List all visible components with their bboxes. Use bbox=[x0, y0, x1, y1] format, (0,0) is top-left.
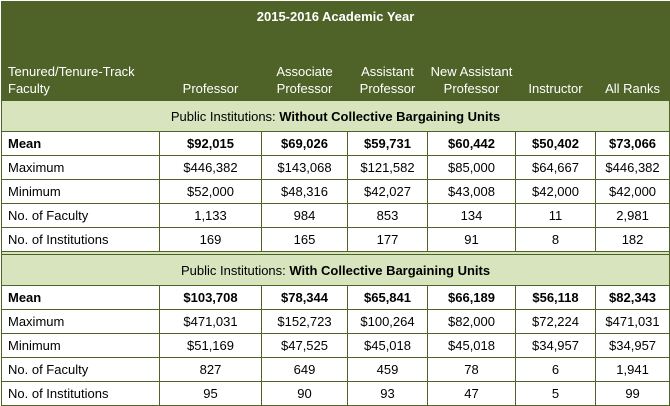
section-prefix: Public Institutions: bbox=[170, 108, 280, 124]
table-cell: $42,000 bbox=[596, 180, 670, 204]
row-label: Mean bbox=[2, 132, 160, 156]
table-cell: $34,957 bbox=[516, 334, 596, 358]
table-cell: $45,018 bbox=[428, 334, 516, 358]
table-cell: $103,708 bbox=[160, 286, 262, 310]
table-cell: 78 bbox=[428, 358, 516, 382]
table-cell: $66,189 bbox=[428, 286, 516, 310]
header-instructor: Instructor bbox=[516, 37, 596, 101]
table-cell: $52,000 bbox=[160, 180, 262, 204]
table-title: 2015-2016 Academic Year bbox=[2, 2, 670, 37]
table-cell: 984 bbox=[262, 204, 348, 228]
table-cell: 177 bbox=[348, 228, 428, 252]
header-row bbox=[2, 37, 670, 101]
table-cell: 91 bbox=[428, 228, 516, 252]
table-cell: $72,224 bbox=[516, 310, 596, 334]
table-row bbox=[2, 358, 670, 382]
table-row bbox=[2, 132, 670, 156]
header-all-ranks: All Ranks bbox=[596, 37, 670, 101]
table-cell: $73,066 bbox=[596, 132, 670, 156]
table-cell: 169 bbox=[160, 228, 262, 252]
salary-table-container bbox=[1, 1, 669, 399]
table-row bbox=[2, 204, 670, 228]
table-cell: $48,316 bbox=[262, 180, 348, 204]
row-label: Maximum bbox=[2, 156, 160, 180]
table-cell: $446,382 bbox=[160, 156, 262, 180]
table-cell: 95 bbox=[160, 382, 262, 406]
table-cell: 8 bbox=[516, 228, 596, 252]
header-professor: Professor bbox=[160, 37, 262, 101]
row-label: Mean bbox=[2, 286, 160, 310]
table-cell: $56,118 bbox=[516, 286, 596, 310]
table-cell: $47,525 bbox=[262, 334, 348, 358]
section-name: Without Collective Bargaining Units bbox=[279, 108, 501, 124]
table-cell: $51,169 bbox=[160, 334, 262, 358]
table-cell: $82,000 bbox=[428, 310, 516, 334]
section-header-row bbox=[2, 255, 670, 286]
table-cell: 853 bbox=[348, 204, 428, 228]
header-new-assistant-professor: New Assistant Professor bbox=[428, 37, 516, 101]
table-row bbox=[2, 382, 670, 406]
table-cell: 90 bbox=[262, 382, 348, 406]
table-cell: $64,667 bbox=[516, 156, 596, 180]
salary-table bbox=[1, 1, 670, 406]
row-label: No. of Faculty bbox=[2, 204, 160, 228]
table-row bbox=[2, 286, 670, 310]
table-cell: $43,008 bbox=[428, 180, 516, 204]
row-label: No. of Institutions bbox=[2, 228, 160, 252]
section-name: With Collective Bargaining Units bbox=[289, 262, 491, 278]
table-cell: $45,018 bbox=[348, 334, 428, 358]
section-title bbox=[2, 255, 670, 286]
table-cell: 47 bbox=[428, 382, 516, 406]
table-cell: $471,031 bbox=[160, 310, 262, 334]
row-label: Minimum bbox=[2, 180, 160, 204]
table-cell: $78,344 bbox=[262, 286, 348, 310]
title-row bbox=[2, 2, 670, 37]
table-cell: 827 bbox=[160, 358, 262, 382]
table-cell: 99 bbox=[596, 382, 670, 406]
table-cell: 6 bbox=[516, 358, 596, 382]
header-assistant-professor: Assistant Professor bbox=[348, 37, 428, 101]
table-row bbox=[2, 310, 670, 334]
table-cell: 5 bbox=[516, 382, 596, 406]
table-cell: $65,841 bbox=[348, 286, 428, 310]
header-associate-professor: Associate Professor bbox=[262, 37, 348, 101]
table-cell: $446,382 bbox=[596, 156, 670, 180]
table-cell: 11 bbox=[516, 204, 596, 228]
table-cell: 649 bbox=[262, 358, 348, 382]
table-cell: 459 bbox=[348, 358, 428, 382]
table-cell: $100,264 bbox=[348, 310, 428, 334]
table-cell: $50,402 bbox=[516, 132, 596, 156]
table-cell: $143,068 bbox=[262, 156, 348, 180]
row-label: No. of Institutions bbox=[2, 382, 160, 406]
table-cell: $42,000 bbox=[516, 180, 596, 204]
table-cell: 1,133 bbox=[160, 204, 262, 228]
table-cell: $82,343 bbox=[596, 286, 670, 310]
section-header-row bbox=[2, 101, 670, 132]
table-cell: 2,981 bbox=[596, 204, 670, 228]
table-cell: 93 bbox=[348, 382, 428, 406]
table-cell: 182 bbox=[596, 228, 670, 252]
table-row bbox=[2, 180, 670, 204]
section-prefix: Public Institutions: bbox=[181, 262, 290, 278]
row-label: Maximum bbox=[2, 310, 160, 334]
table-cell: $59,731 bbox=[348, 132, 428, 156]
table-cell: $42,027 bbox=[348, 180, 428, 204]
table-cell: $152,723 bbox=[262, 310, 348, 334]
row-label: No. of Faculty bbox=[2, 358, 160, 382]
table-cell: $92,015 bbox=[160, 132, 262, 156]
table-row bbox=[2, 156, 670, 180]
header-faculty-label: Tenured/Tenure-Track Faculty bbox=[2, 37, 160, 101]
table-cell: 134 bbox=[428, 204, 516, 228]
table-cell: $121,582 bbox=[348, 156, 428, 180]
table-cell: $60,442 bbox=[428, 132, 516, 156]
table-cell: $34,957 bbox=[596, 334, 670, 358]
row-label: Minimum bbox=[2, 334, 160, 358]
table-cell: 165 bbox=[262, 228, 348, 252]
table-row bbox=[2, 334, 670, 358]
section-title bbox=[2, 101, 670, 132]
table-cell: $471,031 bbox=[596, 310, 670, 334]
table-cell: $69,026 bbox=[262, 132, 348, 156]
table-cell: $85,000 bbox=[428, 156, 516, 180]
table-cell: 1,941 bbox=[596, 358, 670, 382]
table-row bbox=[2, 228, 670, 252]
